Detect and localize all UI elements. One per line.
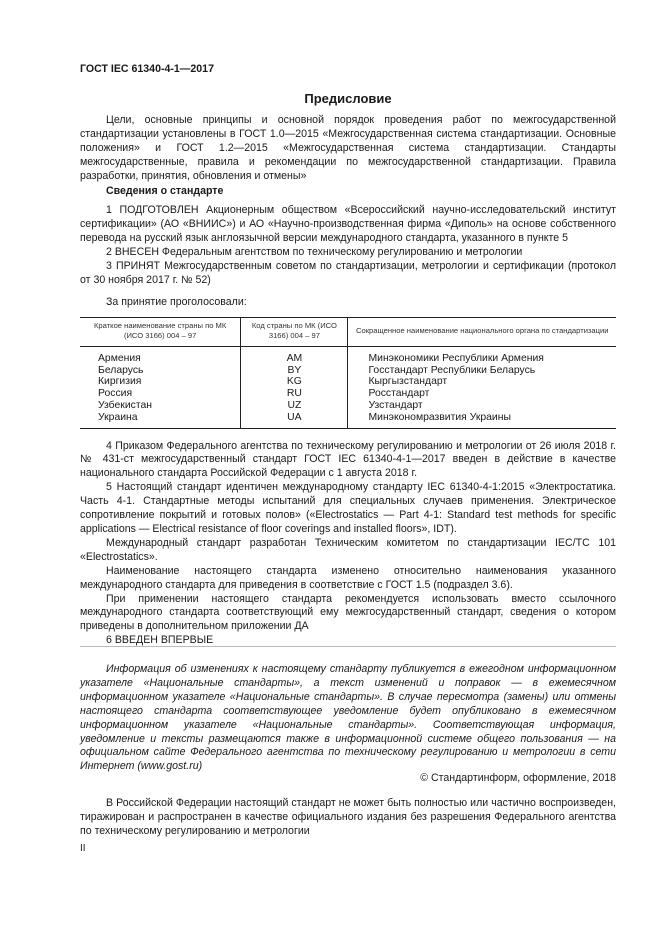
item-2-paragraph: 2 ВНЕСЕН Федеральным агентством по техническому регулированию и метрологии [106,246,523,259]
table-row [80,346,616,364]
voting-body: Минэкономики Республики Армения [348,346,616,364]
page-title: Предисловие [304,91,392,106]
voting-country: Россия [98,388,133,400]
voting-table-frame [80,317,616,429]
voting-code: UA [241,412,348,428]
voting-country: Украина [98,411,138,423]
voting-body: Минэкономразвития Украины [348,412,616,428]
voting-body: Узстандарт [348,400,616,412]
standard-info-heading: Сведения о стандарте [106,184,224,197]
reproduction-notice-block [80,797,616,839]
voting-body: Росстандарт [348,388,616,400]
voting-header-country: Краткое наименование страны по МК (ИСО 3166) 004 – 97 [80,318,241,347]
voting-intro: За принятие проголосовали: [106,295,247,308]
voting-header-code: Код страны по МК (ИСО 3166) 004 – 97 [241,318,348,347]
info-notice-block [80,663,616,774]
voting-code: AM [241,346,348,364]
info-notice: Информация об изменениях к настоящему стандарту публикуется в ежегодном информационном указателе «Национальные стандарты», а текст изменений и поправок — в ежемесячном информационном указателе «Национальные стандарты». В случае пересмотра (замены) или отмены настоящего стандарта соответствующее уведомление будет опубликовано в ежемесячном информационном указателе «Национальные стандарты». Соответствующая информация, уведомление и тексты размещаются также в информационной системе общего пользования — на официальном сайте Федерального агентства по техническому регулированию и метрологии в сети Интернет (www.gost.ru) [80,663,616,773]
voting-code: BY [241,365,348,377]
separator-line [80,646,616,647]
item-1-paragraph: 1 ПОДГОТОВЛЕН Акционерным обществом «Всероссийский научно-исследовательский институт сертификации» (АО «ВНИИС») и АО «Научно-производственная фирма «Диполь» на основе собственного перевода на русский язык англоязычной версии международного стандарта, указанного в пункте 5 [80,204,616,245]
item-5-technical-committee: Международный стандарт разработан Техническим комитетом по стандартизации IEC/TC 101 «Electrostatics». [80,536,616,563]
table-row [80,400,616,412]
table-row [80,365,616,377]
voting-code: KG [241,376,348,388]
table-row [80,388,616,400]
voting-code: RU [241,388,348,400]
voting-body: Госстандарт Республики Беларусь [348,365,616,377]
item-6-paragraph: 6 ВВЕДЕН ВПЕРВЫЕ [106,634,214,647]
copyright-line: © Стандартинформ, оформление, 2018 [420,772,616,784]
voting-country: Беларусь [98,364,144,376]
voting-country: Узбекистан [98,399,152,411]
table-row [80,412,616,428]
voting-country: Армения [98,352,141,364]
document-code: ГОСТ IEC 61340-4-1—2017 [80,63,214,75]
item-5-paragraph: 5 Настоящий стандарт идентичен международному стандарту IEC 61340-4-1:2015 «Электростатика. Часть 4-1. Стандартные методы испытаний для специальных случаев применения. Электрическое сопротивление покрытий и готовых полов» («Electrostatics — Part 4-1: Standard test methods for specific applications — Electrical resistance of floor coverings and installed floors», IDT). [80,481,616,535]
voting-country: Киргизия [98,376,142,388]
table-row [80,376,616,388]
reproduction-notice: В Российской Федерации настоящий стандарт не может быть полностью или частично воспроизведен, тиражирован и распространен в качестве официального издания без разрешения Федерального агентства по техническому регулированию и метрологии [80,797,616,837]
item-4-paragraph: 4 Приказом Федерального агентства по техническому регулированию и метрологии от 26 июля 2018 г. № 431-ст межгосударственный стандарт ГОСТ IEC 61340-4-1—2017 введен в действие в качестве национального стандарта Российской Федерации с 1 августа 2018 г. [80,439,616,480]
voting-body: Кыргызстандарт [348,376,616,388]
foreword-body [80,114,616,648]
intro-paragraph: Цели, основные принципы и основной порядок проведения работ по межгосударственной стандартизации установлены в ГОСТ 1.0—2015 «Межгосударственная система стандартизации. Основные положения» и ГОСТ 1.2—2015 «Межгосударственная система стандартизации. Стандарты межгосударственные, правила и рекомендации по межгосударственной стандартизации. Правила разработки, принятия, обновления и отмены» [80,114,616,182]
page-number: II [80,843,86,854]
voting-code: UZ [241,400,348,412]
voting-table-header-row [80,318,616,347]
voting-table [80,318,616,428]
item-5-name-change: Наименование настоящего стандарта изменено относительно наименования указанного международного стандарта для приведения в соответствие с ГОСТ 1.5 (подраздел 3.6). [80,564,616,591]
item-3-paragraph: 3 ПРИНЯТ Межгосударственным советом по стандартизации, метрологии и сертификации (протокол от 30 ноября 2017 г. № 52) [80,260,616,286]
voting-header-body: Сокращенное наименование национального органа по стандартизации [348,318,616,347]
item-5-application-note: При применении настоящего стандарта рекомендуется использовать вместо ссылочного международного стандарта соответствующий ему межгосударственный стандарт, сведения о котором приведены в дополнительном приложении ДА [80,592,616,633]
